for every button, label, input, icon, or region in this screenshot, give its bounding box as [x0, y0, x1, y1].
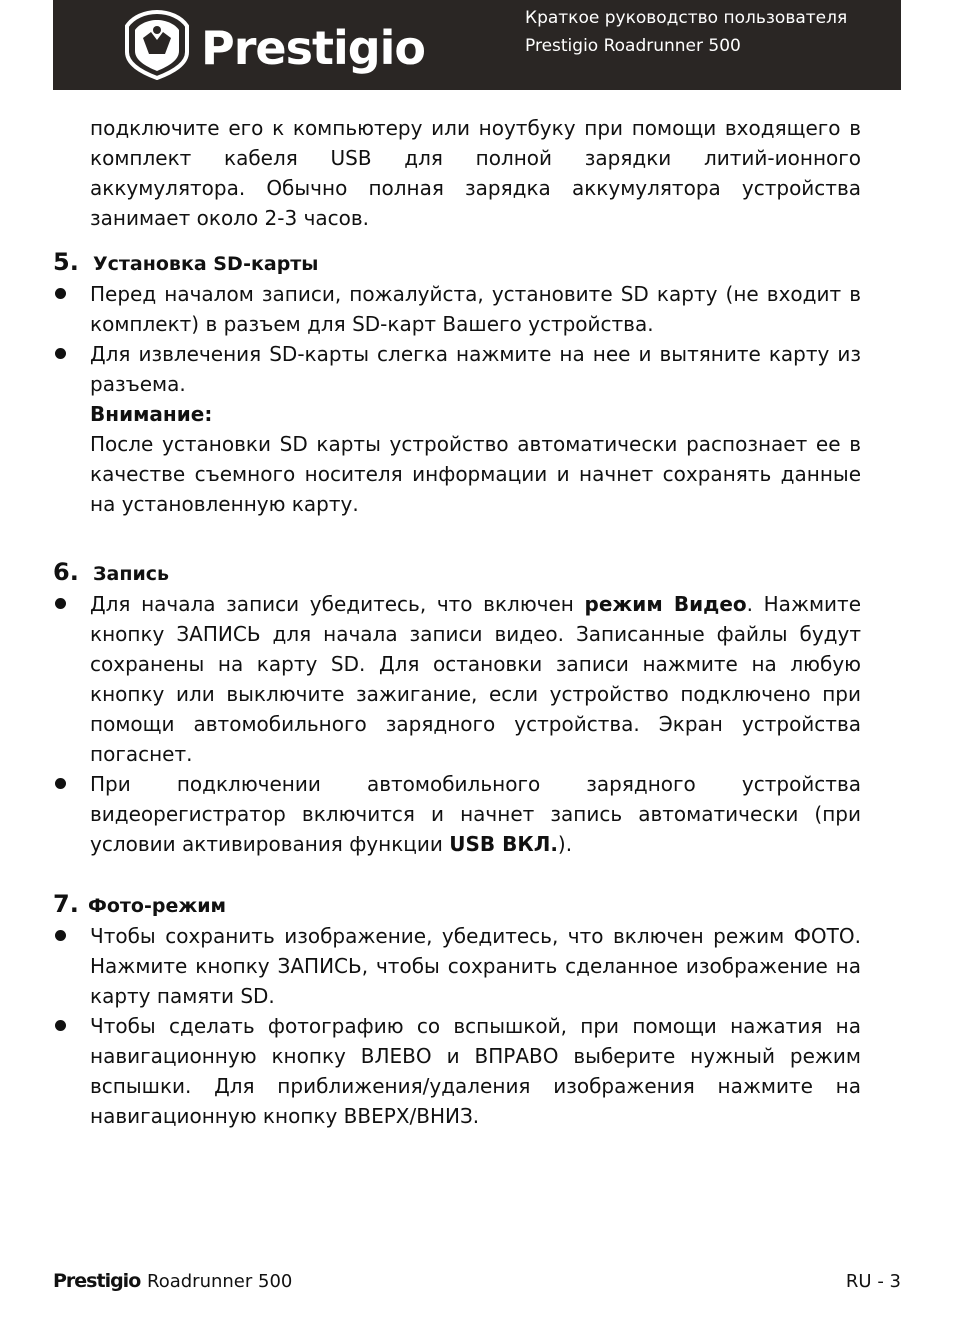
- header-titles: [525, 4, 847, 60]
- list-item: [53, 279, 861, 339]
- list-item: [53, 1011, 861, 1131]
- footer-model: Roadrunner 500: [147, 1271, 293, 1292]
- list-item: [53, 921, 861, 1011]
- logo-wordmark: Prestigio: [201, 21, 426, 75]
- list-item-text: Перед началом записи, пожалуйста, установите SD карту (не входит в комплект) в разъем для SD-карт Вашего устройства.: [90, 282, 861, 336]
- list-item-text: Чтобы сделать фотографию со вспышкой, при помощи нажатия на навигационную кнопку ВЛЕВО и ВПРАВО выберите нужный режим вспышки. Для приближения/удаления изображения нажмите на навигационную кнопку ВВЕРХ/ВНИЗ.: [90, 1014, 861, 1128]
- section-number: 5.: [53, 248, 79, 276]
- attention-note: [90, 399, 861, 519]
- bullet-icon: [55, 348, 66, 359]
- list-item: [53, 769, 861, 859]
- section-number: 6.: [53, 558, 79, 586]
- section-title: Установка SD-карты: [93, 253, 319, 275]
- bullet-icon: [55, 778, 66, 789]
- list-item-text: Чтобы сохранить изображение, убедитесь, что включен режим ФОТО. Нажмите кнопку ЗАПИСЬ, чтобы сохранить сделанное изображение на карту памяти SD.: [90, 924, 861, 1008]
- bullet-icon: [55, 288, 66, 299]
- footer-logo-wordmark: Prestigio: [53, 1270, 141, 1292]
- list-item: [53, 339, 861, 399]
- section-heading-6: [53, 557, 861, 589]
- note-label: Внимание:: [90, 402, 213, 426]
- footer-logo: [53, 1268, 143, 1292]
- intro-paragraph: подключите его к компьютеру или ноутбуку при помощи входящего в комплект кабеля USB для полной зарядки литий-ионного аккумулятора. Обычно полная зарядка аккумулятора устройства занимает около 2-3 часов.: [90, 116, 861, 230]
- list-item-text: При подключении автомобильного зарядного устройства видеорегистратор включится и начнет запись автоматически (при условии активирования функции USB ВКЛ.).: [90, 772, 861, 856]
- section-heading-5: [53, 247, 861, 279]
- page-number: RU - 3: [845, 1271, 901, 1292]
- list-item-text: Для начала записи убедитесь, что включен режим Видео. Нажмите кнопку ЗАПИСЬ для начала записи видео. Записанные файлы будут сохранены на карту SD. Для остановки записи нажмите на любую кнопку или выключите зажигание, если устройство подключено при помощи автомобильного зарядного устройства. Экран устройства погаснет.: [90, 592, 861, 766]
- page-footer: [53, 1266, 901, 1296]
- list-item: [53, 589, 861, 769]
- section-title: Фото-режим: [88, 895, 227, 917]
- prestigio-logo: [121, 8, 431, 80]
- bullet-icon: [55, 598, 66, 609]
- section-number: 7.: [53, 890, 79, 918]
- bullet-icon: [55, 1020, 66, 1031]
- section-title: Запись: [93, 563, 170, 585]
- section-heading-7: [53, 889, 861, 921]
- document-body: [53, 113, 861, 1131]
- product-title: Prestigio Roadrunner 500: [525, 36, 741, 56]
- bullet-icon: [55, 930, 66, 941]
- guide-title: Краткое руководство пользователя: [525, 8, 848, 28]
- usb-on-term: USB ВКЛ.: [449, 832, 558, 856]
- note-text: После установки SD карты устройство автоматически распознает ее в качестве съемного носителя информации и начнет сохранять данные на установленную карту.: [90, 432, 861, 516]
- video-mode-term: режим Видео: [584, 592, 747, 616]
- list-item-text: Для извлечения SD-карты слегка нажмите на нее и вытяните карту из разъема.: [90, 342, 861, 396]
- page-header: [53, 0, 901, 90]
